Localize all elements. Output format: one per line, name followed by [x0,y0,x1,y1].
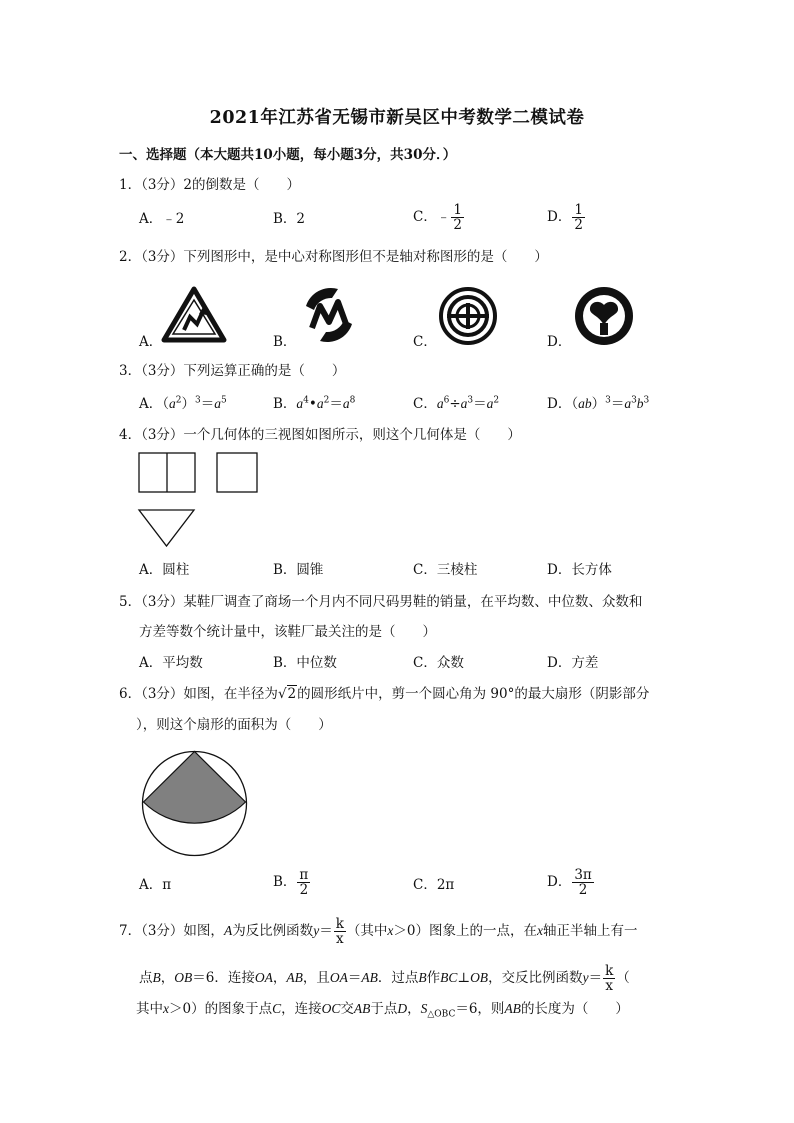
section-heading: 一、选择题（本大题共10小题，每小题3分，共30分．） [119,147,457,163]
q6-option-c[interactable]: C．2π [413,877,455,893]
q4-option-d[interactable]: D．长方体 [547,562,612,578]
q5-option-d[interactable]: D．方差 [547,655,599,671]
q6-option-d[interactable]: D． $\frac{3\pi}{2}$ [547,867,592,898]
q3-option-c[interactable]: C．$a^6\div a^3=a^2$ [413,395,500,412]
q6-circle-sector-figure [140,750,250,858]
q6-option-b[interactable]: B． $\frac{\pi}{2}$ [273,867,309,898]
q5-stem-line-1: 5．（3分）某鞋厂调查了商场一个月内不同尺码男鞋的销量，在平均数、中位数、众数和 [119,594,643,610]
q2-option-a[interactable]: A． [139,334,163,350]
q4-option-a[interactable]: A．圆柱 [139,562,190,578]
q4-option-b[interactable]: B．圆锥 [273,562,324,578]
q4-option-c[interactable]: C．三棱柱 [413,562,478,578]
q2-figure-a-triangle-sign [162,287,226,343]
q6-option-b-fraction: $\frac{\pi}{2}$ [299,867,309,898]
q6-option-a[interactable]: A．π [139,877,172,893]
q5-option-a[interactable]: A．平均数 [139,655,203,671]
q2-stem: 2．（3分）下列图形中，是中心对称图形但不是轴对称图形的是（ ） [119,249,548,265]
q2-figure-d-disc-emblem [573,285,635,347]
q1-option-d-fraction: $\frac{1}{2}$ [574,202,583,233]
q7-stem-line-2: 点B，OB＝6．连接OA，AB，且OA＝AB．过点B作BC⊥OB，交反比例函数y＝ $\frac{k}{x}$ （ [139,963,630,994]
q7-stem-line-1: 7．（3分）如图，A为反比例函数y＝ $\frac{k}{x}$ （其中x＞0）图象上的一点，在x轴正半轴上有一 [119,916,638,947]
q6-stem-line-1: 6．（3分）如图，在半径为√2的圆形纸片中，剪一个圆心角为 90°的最大扇形（阴影部分 [119,686,650,702]
q1-option-d-prefix: D． [547,209,572,225]
q2-option-b[interactable]: B． [273,334,297,350]
q1-stem: 1．（3分）2的倒数是（ ） [119,177,301,193]
q3-option-b[interactable]: B．$a^4•a^2=a^8$ [273,395,356,412]
q5-option-c[interactable]: C．众数 [413,655,464,671]
q1-option-d[interactable] [547,203,586,232]
q1-option-c[interactable] [413,203,465,232]
q5-option-b[interactable]: B．中位数 [273,655,337,671]
q6-stem-line-2: ），则这个扇形的面积为（ ） [136,717,332,733]
q2-option-c[interactable]: C． [413,334,437,350]
q1-option-a[interactable]: A．﹣2 [139,211,185,227]
q2-figure-b-rotation-symbol [298,284,360,346]
page-title: 2021年江苏省无锡市新吴区中考数学二模试卷 [209,108,585,128]
q2-figure-c-concentric-emblem [438,286,498,346]
q4-stem: 4．（3分）一个几何体的三视图如图所示，则这个几何体是（ ） [119,427,521,443]
q6-option-d-fraction: $\frac{3\pi}{2}$ [574,867,592,898]
q6-sqrt: √2 [277,686,297,702]
q3-option-d[interactable]: D．$(ab)^3=a^3b^3$ [547,395,650,412]
q4-three-views-figure [138,452,262,548]
q3-stem: 3．（3分）下列运算正确的是（ ） [119,363,346,379]
q1-option-c-prefix: C．﹣ [413,209,451,225]
q1-option-b[interactable]: B．2 [273,211,306,227]
q5-stem-line-2: 方差等数个统计量中，该鞋厂最关注的是（ ） [139,624,436,640]
q7-stem-line-3: 其中x＞0）的图象于点C，连接OC交AB于点D，$S_{\triangle OBC}=6$，则AB的长度为（ ） [136,1001,629,1020]
q2-option-d[interactable]: D． [547,334,572,350]
q3-option-a[interactable]: A．$(a^2)^3=a^5$ [139,395,227,412]
q1-option-c-fraction: $\frac{1}{2}$ [453,202,462,233]
